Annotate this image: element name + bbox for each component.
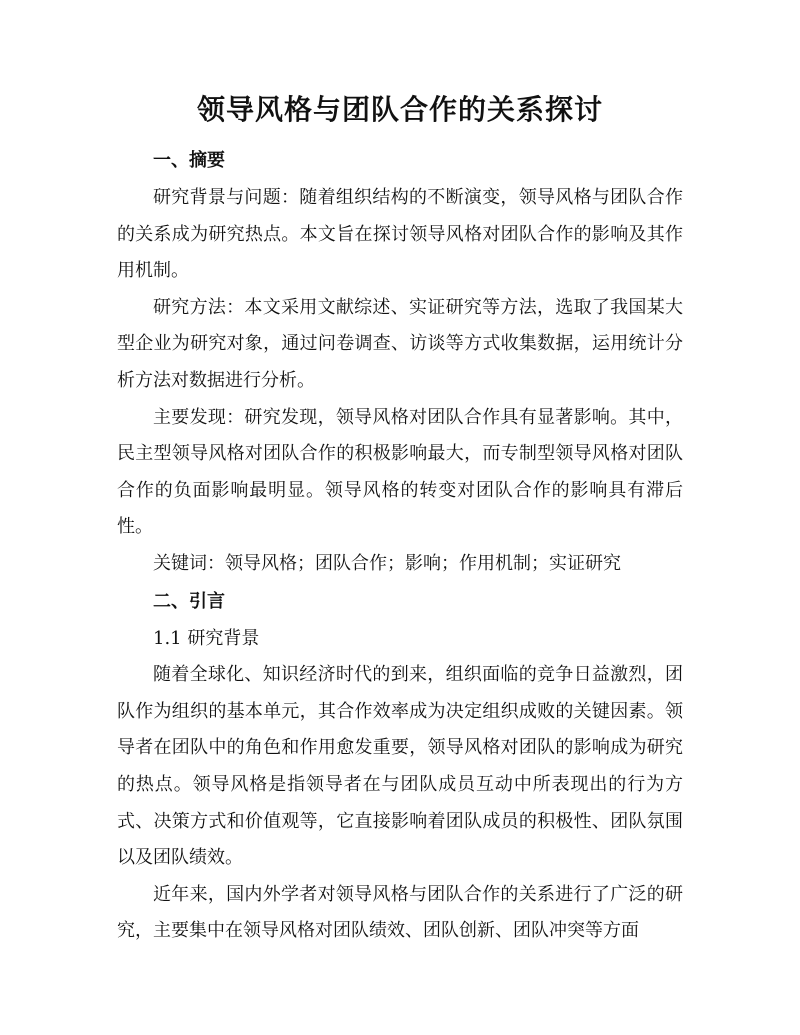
- document-title: 领导风格与团队合作的关系探讨: [196, 93, 603, 126]
- section-heading-abstract: 一、摘要: [153, 150, 225, 171]
- subsection-heading-background: 1.1 研究背景: [153, 627, 260, 649]
- keywords-paragraph: 关键词：领导风格；团队合作；影响；作用机制；实证研究: [153, 552, 621, 574]
- abstract-findings-paragraph: 主要发现：研究发现，领导风格对团队合作具有显著影响。其中，民主型领导风格对团队合作的积极影响最大，而专制型领导风格对团队合作的负面影响最明显。领导风格的转变对团队合作的影响具有滞后性。: [117, 406, 683, 538]
- document-body: [117, 142, 683, 950]
- abstract-background-paragraph: 研究背景与问题：随着组织结构的不断演变，领导风格与团队合作的关系成为研究热点。本文旨在探讨领导风格对团队合作的影响及其作用机制。: [117, 187, 683, 282]
- background-paragraph-1: 随着全球化、知识经济时代的到来，组织面临的竞争日益激烈，团队作为组织的基本单元，其合作效率成为决定组织成败的关键因素。领导者在团队中的角色和作用愈发重要，领导风格对团队的影响成为研究的热点。领导风格是指领导者在与团队成员互动中所表现出的行为方式、决策方式和价值观等，它直接影响着团队成员的积极性、团队氛围以及团队绩效。: [117, 664, 683, 869]
- background-paragraph-2: 近年来，国内外学者对领导风格与团队合作的关系进行了广泛的研究，主要集中在领导风格对团队绩效、团队创新、团队冲突等方面: [117, 883, 683, 942]
- abstract-method-paragraph: 研究方法：本文采用文献综述、实证研究等方法，选取了我国某大型企业为研究对象，通过问卷调查、访谈等方式收集数据，运用统计分析方法对数据进行分析。: [117, 296, 683, 391]
- section-heading-introduction: 二、引言: [153, 590, 225, 612]
